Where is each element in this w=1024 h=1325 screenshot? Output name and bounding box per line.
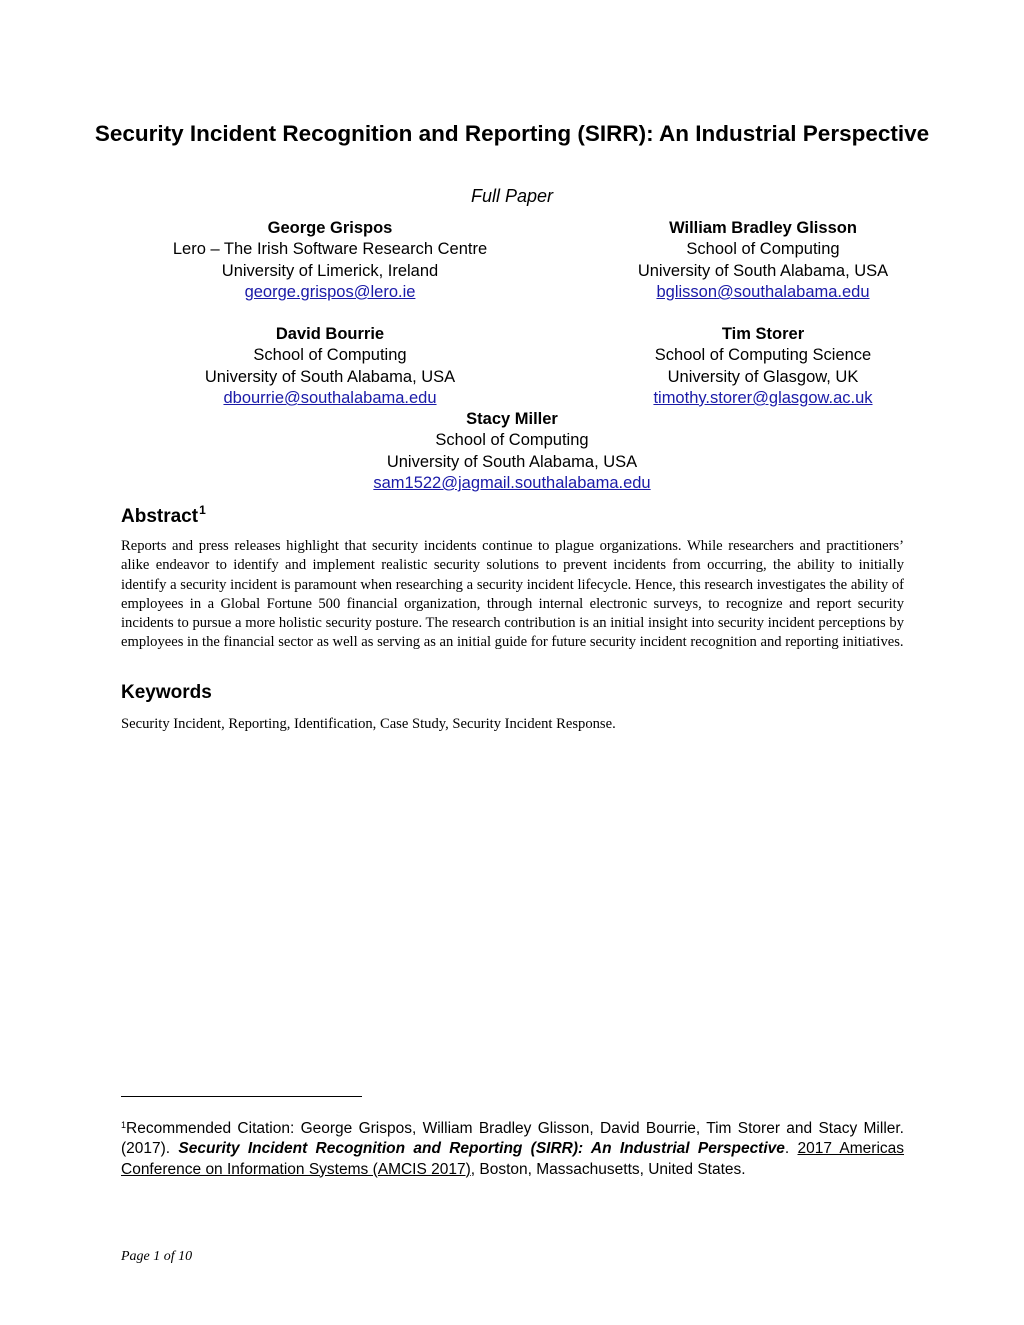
author-block bbox=[302, 409, 722, 494]
abstract-body: Reports and press releases highlight that security incidents continue to plague organizations. While researchers and practitioners’ alike endeavor to identify and implement realistic security solutions to prevent incidents from occurring, the ability to initially identify a security incident is paramount when researching a security incident lifecycle. Hence, this research investigates the ability of employees in a Global Fortune 500 financial organization, through internal electronic surveys, to recognize and report security incidents to pursue a more holistic security posture. The research contribution is an initial insight into security incident perceptions by employees in the financial sector as well as serving as an initial guide for future security incident recognition and reporting initiatives. bbox=[121, 538, 904, 651]
author-affiliation: School of Computing bbox=[435, 431, 589, 450]
page-number: Page 1 of 10 bbox=[121, 1249, 193, 1264]
author-affiliation: School of Computing Science bbox=[654, 346, 872, 365]
author-email-link[interactable]: sam1522@jagmail.southalabama.edu bbox=[373, 473, 651, 492]
author-affiliation: University of Limerick, Ireland bbox=[221, 261, 439, 280]
footnote-prefix: Recommended Citation: George Grispos, William Bradley Glisson, David Bourrie, Tim Storer and Stacy Miller. (2017). bbox=[121, 1120, 904, 1158]
keywords-body: Security Incident, Reporting, Identification, Case Study, Security Incident Response. bbox=[121, 716, 616, 732]
footnote-divider bbox=[121, 1096, 362, 1097]
author-name: Tim Storer bbox=[721, 325, 805, 343]
footnote bbox=[121, 1115, 904, 1180]
author-block bbox=[553, 324, 973, 409]
footnote-paper-title: Security Incident Recognition and Reporting (SIRR): An Industrial Perspective bbox=[178, 1140, 785, 1158]
author-block bbox=[120, 324, 540, 409]
author-name: Stacy Miller bbox=[466, 410, 558, 428]
footnote-marker: 1 bbox=[121, 1120, 127, 1130]
author-email-link[interactable]: bglisson@southalabama.edu bbox=[656, 282, 870, 301]
footnote-suffix: , Boston, Massachusetts, United States. bbox=[470, 1160, 746, 1178]
author-affiliation: University of South Alabama, USA bbox=[637, 261, 889, 280]
author-affiliation: School of Computing bbox=[253, 346, 407, 365]
paper-subtitle: Full Paper bbox=[470, 186, 554, 206]
author-affiliation: University of Glasgow, UK bbox=[667, 367, 859, 386]
author-block bbox=[120, 218, 540, 303]
paper-title: Security Incident Recognition and Reporting (SIRR): An Industrial Perspective bbox=[94, 121, 930, 146]
footnote-separator: . bbox=[784, 1140, 798, 1158]
author-affiliation: School of Computing bbox=[686, 240, 840, 259]
author-affiliation: University of South Alabama, USA bbox=[204, 367, 456, 386]
author-name: David Bourrie bbox=[275, 325, 385, 343]
footnote-conference-link[interactable]: 2017 Americas Conference on Information Systems (AMCIS 2017) bbox=[121, 1140, 905, 1178]
author-name: William Bradley Glisson bbox=[669, 219, 857, 237]
abstract-heading-text: Abstract bbox=[121, 506, 199, 527]
abstract-heading bbox=[121, 503, 206, 528]
author-email-link[interactable]: dbourrie@southalabama.edu bbox=[223, 388, 437, 407]
author-block bbox=[553, 218, 973, 303]
author-name: George Grispos bbox=[267, 219, 393, 237]
footnote-reference: 1 bbox=[199, 503, 206, 517]
author-email-link[interactable]: george.grispos@lero.ie bbox=[244, 282, 416, 301]
author-affiliation: University of South Alabama, USA bbox=[386, 452, 638, 471]
author-affiliation: Lero – The Irish Software Research Centre bbox=[172, 240, 488, 259]
author-email-link[interactable]: timothy.storer@glasgow.ac.uk bbox=[653, 388, 873, 407]
keywords-heading: Keywords bbox=[121, 682, 212, 703]
